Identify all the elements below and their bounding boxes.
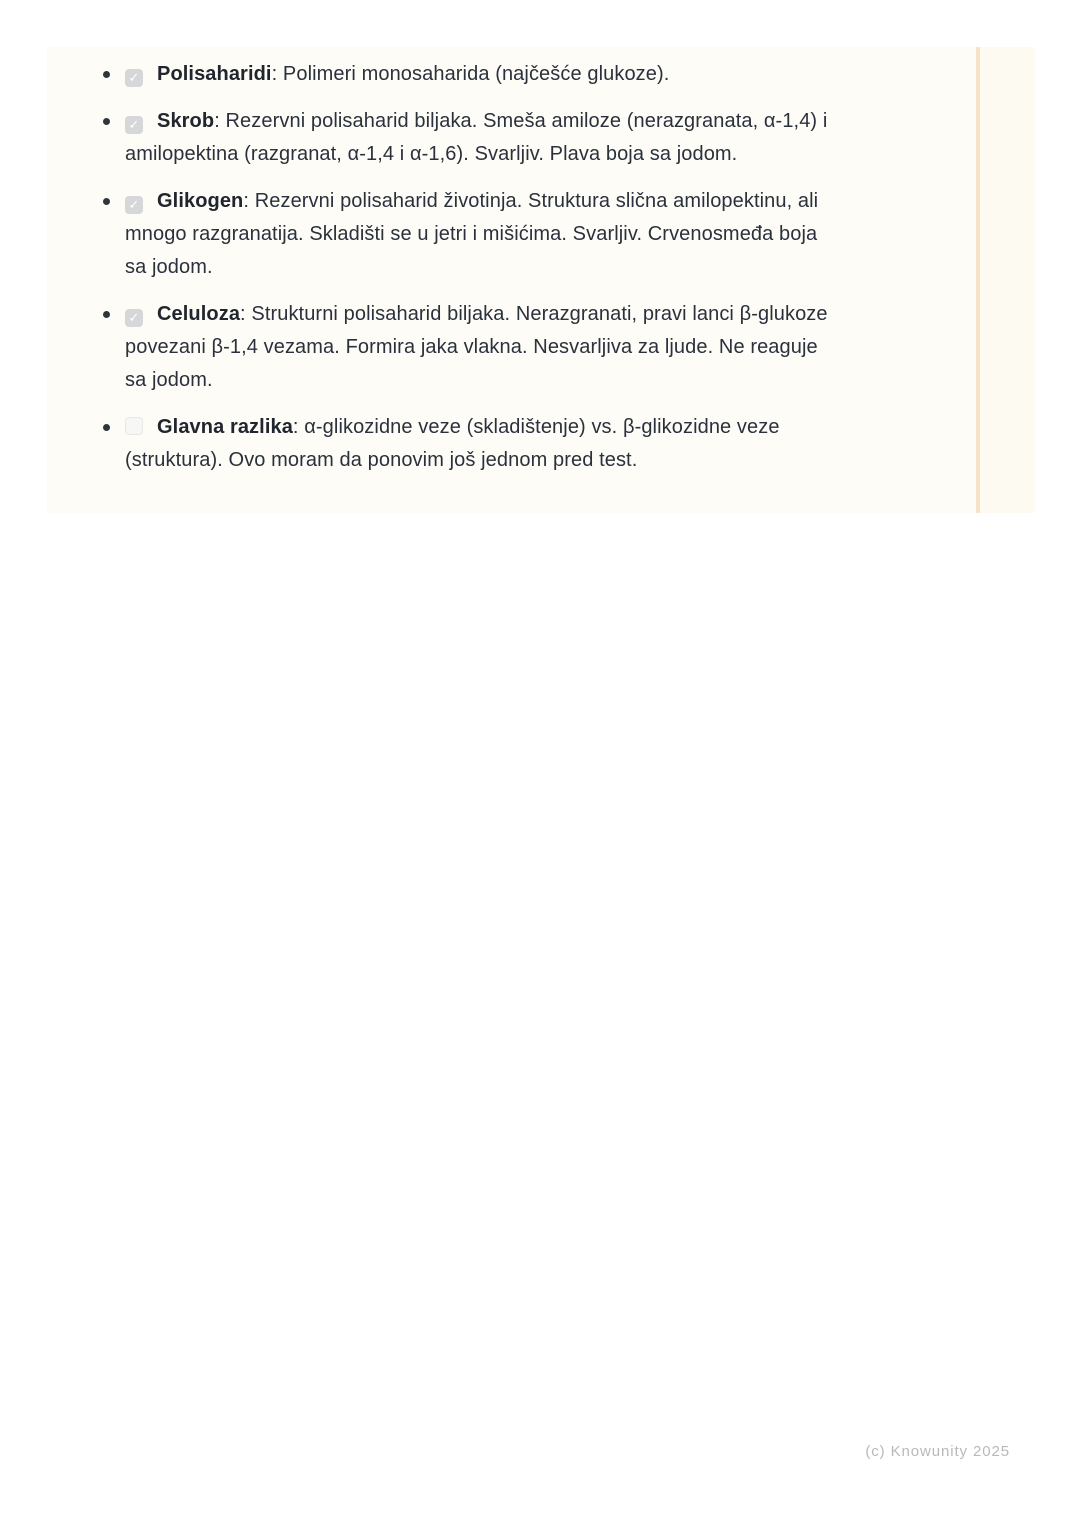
checkbox-icon[interactable] (125, 417, 143, 435)
term-separator: : (243, 190, 255, 212)
checklist-item (125, 105, 837, 171)
item-text: Strukturni polisaharid biljaka. Nerazgranati, pravi lanci β-glukoze povezani β-1,4 vezama. Formira jaka vlakna. Nesvarljiva za ljude. Ne reaguje sa jodom. (125, 303, 828, 391)
notes-card (47, 47, 1035, 513)
checklist (47, 47, 837, 477)
bullet-dot (103, 311, 110, 318)
bullet-dot (103, 424, 110, 431)
term-separator: : (292, 416, 305, 438)
check-icon: ✓ (128, 310, 140, 325)
margin-line (976, 47, 980, 513)
term-separator: : (271, 63, 283, 85)
checklist-item (125, 58, 837, 91)
copyright-footer: (c) Knowunity 2025 (865, 1443, 1010, 1460)
check-icon: ✓ (128, 70, 140, 85)
item-term: Glikogen (157, 190, 244, 212)
checklist-item (125, 298, 837, 397)
check-icon: ✓ (128, 117, 140, 132)
checklist-item (125, 185, 837, 284)
checkbox-icon[interactable] (125, 309, 143, 327)
item-term: Skrob (157, 110, 215, 132)
term-separator: : (240, 303, 252, 325)
checkbox-icon[interactable] (125, 116, 143, 134)
item-text: Polimeri monosaharida (najčešće glukoze). (282, 63, 670, 85)
item-text: α-glikozidne veze (skladištenje) vs. β-glikozidne veze (struktura). Ovo moram da ponovim još jednom pred test. (125, 416, 780, 471)
item-text: Rezervni polisaharid biljaka. Smeša amiloze (nerazgranata, α-1,4) i amilopektina (razgranat, α-1,4 i α-1,6). Svarljiv. Plava boja sa jodom. (125, 110, 828, 165)
item-text: Rezervni polisaharid životinja. Struktura slična amilopektinu, ali mnogo razgranatija. Skladišti se u jetri i mišićima. Svarljiv. Crvenosmeđa boja sa jodom. (125, 190, 819, 278)
check-icon: ✓ (128, 197, 140, 212)
checklist-item (125, 411, 837, 477)
term-separator: : (214, 110, 226, 132)
item-term: Polisaharidi (157, 63, 272, 85)
checkbox-icon[interactable] (125, 69, 143, 87)
bullet-dot (103, 118, 110, 125)
bullet-dot (103, 198, 110, 205)
bullet-dot (103, 71, 110, 78)
checkbox-icon[interactable] (125, 196, 143, 214)
right-strip (980, 47, 1035, 513)
item-term: Celuloza (157, 303, 241, 325)
item-term: Glavna razlika (157, 416, 293, 438)
